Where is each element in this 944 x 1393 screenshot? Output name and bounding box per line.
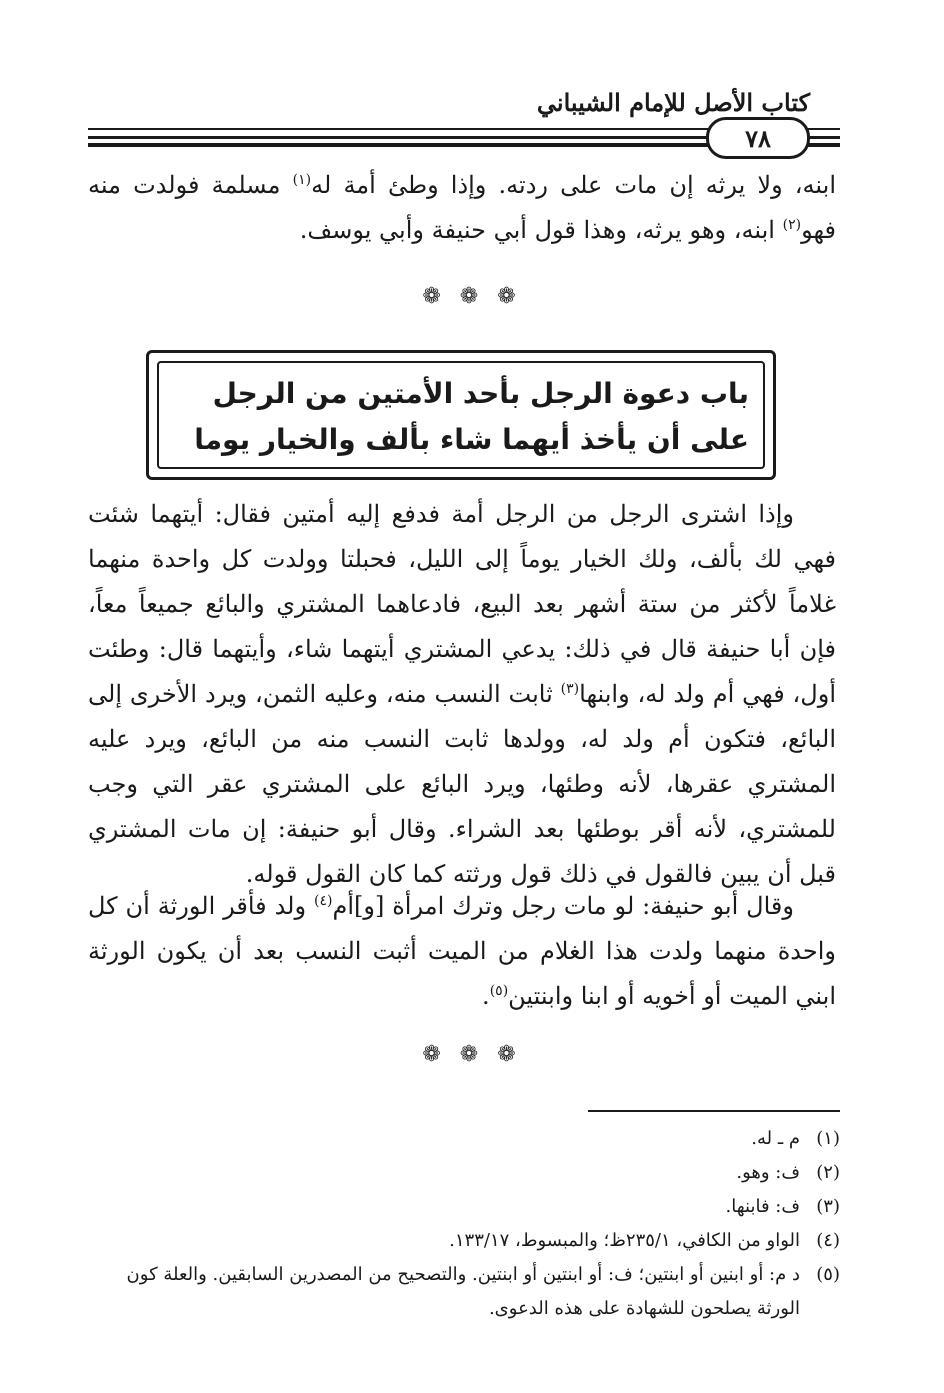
footnote-text: الواو من الكافي، ٢٣٥/١ظ؛ والمبسوط، ١٣٣/١٧.	[449, 1230, 800, 1251]
page-number-badge	[706, 117, 810, 159]
paragraph-text: ابنه، ولا يرثه إن مات على ردته. وإذا وطئ أمة له	[311, 171, 836, 199]
footnote-rule	[588, 1110, 840, 1112]
section-separator: ❁ ❁ ❁	[422, 1042, 522, 1067]
footnote-text: م ـ له.	[751, 1128, 800, 1149]
footnote-number: (٤)	[816, 1230, 840, 1251]
paragraph-text: مسلمة فولدت منه فهو	[88, 171, 836, 244]
paragraph-text: .	[482, 982, 490, 1010]
paragraph-text: وإذا اشترى الرجل من الرجل أمة فدفع إليه أمتين فقال: أيتهما شئت فهي لك بألف، ولك الخيار يوماً إلى الليل، فحبلتا وولدت كل واحدة منهما غلاماً لأكثر من ستة أشهر بعد البيع، فادعاهما المشتري والبائع جميعاً معاً، فإن أبا حنيفة قال في ذلك: يدعي المشتري أيتهما شاء، وأيتهما قال: وطئت أول، فهي أم ولد له، وابنها	[88, 500, 836, 708]
page-number: ٧٨	[745, 123, 771, 153]
paragraph-second	[88, 884, 836, 1019]
footnote-ref-1[interactable]: (١)	[292, 172, 312, 188]
chapter-title	[169, 371, 749, 463]
footnote-ref-4[interactable]: (٤)	[314, 893, 333, 909]
section-separator: ❁ ❁ ❁	[422, 284, 522, 309]
footnote-item	[88, 1224, 840, 1258]
footnote-text: ف: وهو.	[736, 1162, 800, 1183]
footnote-item	[88, 1190, 840, 1224]
footnotes	[88, 1122, 840, 1326]
chapter-title-line-2: على أن يأخذ أيهما شاء بألف والخيار يوما	[194, 423, 749, 456]
footnote-item	[88, 1258, 840, 1326]
chapter-title-line-1: باب دعوة الرجل بأحد الأمتين من الرجل	[212, 377, 749, 410]
footnote-number: (٣)	[816, 1196, 840, 1217]
footnote-ref-2[interactable]: (٢)	[782, 217, 802, 233]
paragraph-text: ابنه، وهو يرثه، وهذا قول أبي حنيفة وأبي يوسف.	[299, 216, 783, 244]
footnote-ref-5[interactable]: (٥)	[489, 983, 509, 999]
footnote-number: (٢)	[816, 1162, 840, 1183]
footnote-number: (٥)	[816, 1264, 840, 1285]
paragraph-text: ولد فأقر الورثة أن كل واحدة منهما ولدت هذا الغلام من الميت أثبت النسب بعد أن يكون الورثة ابني الميت أو أخويه أو ابنا وابنتين	[88, 892, 836, 1010]
footnote-item	[88, 1156, 840, 1190]
paragraph-text: ثابت النسب منه، وعليه الثمن، ويرد الأخرى إلى البائع، فتكون أم ولد له، وولدها ثابت النسب منه من البائع، ويرد عليه المشتري عقرها، لأنه وطئها، ويرد البائع على المشتري عقر التي وجب للمشتري، لأنه أقر بوطئها بعد الشراء. وقال أبو حنيفة: إن مات المشتري قبل أن يبين فالقول في ذلك قول ورثته كما كان القول قوله.	[88, 680, 836, 888]
paragraph-text: وقال أبو حنيفة: لو مات رجل وترك امرأة [و]أم	[332, 892, 794, 920]
footnote-text: د م: أو ابنين أو ابنتين؛ ف: أو ابنتين أو ابنتين. والتصحيح من المصدرين السابقين. والعلة كون الورثة يصلحون للشهادة على هذه الدعوى.	[126, 1264, 800, 1319]
footnote-text: ف: فابنها.	[725, 1196, 800, 1217]
paragraph-main	[88, 492, 836, 897]
footnote-number: (١)	[816, 1128, 840, 1149]
footnote-ref-3[interactable]: (٣)	[560, 681, 580, 697]
running-header-title: كتاب الأصل للإمام الشيباني	[536, 88, 810, 117]
footnote-item	[88, 1122, 840, 1156]
chapter-title-frame	[146, 350, 776, 480]
paragraph-continuation	[88, 163, 836, 253]
